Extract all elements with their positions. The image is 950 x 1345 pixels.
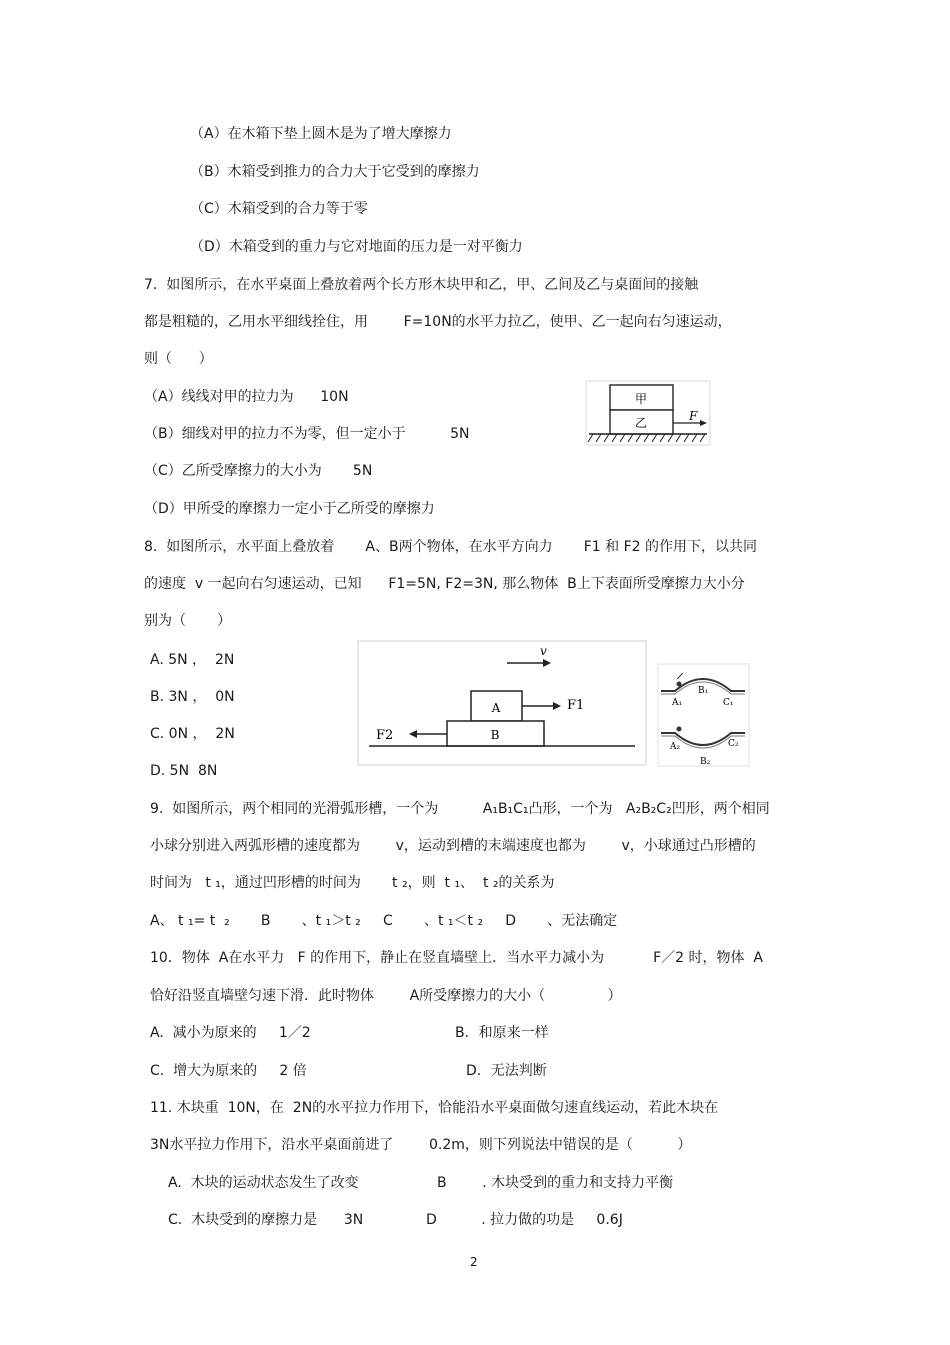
- q11-stem-line1: 11. 木块重 10N，在 2N的水平拉力作用下，恰能沿水平桌面做匀速直线运动，若此木块在: [150, 1100, 719, 1116]
- q7-stem-line2: 都是粗糙的，乙用水平细线拴住，用 F=10N的水平力拉乙，使甲、乙一起向右匀速运动，: [144, 314, 732, 330]
- q10-option-d: D．无法判断: [466, 1063, 547, 1079]
- q7-stem-line1: 7. 如图所示，在水平桌面上叠放着两个长方形木块甲和乙，甲、乙间及乙与桌面间的接触: [144, 277, 699, 293]
- q6-option-b: （B）木箱受到推力的合力大于它受到的摩擦力: [190, 164, 480, 180]
- q7-stem-line3: 则（ ）: [144, 351, 213, 367]
- q8-option-b: B. 3N ， 0N: [150, 689, 235, 705]
- q11-stem-line2: 3N水平拉力作用下，沿水平桌面前进了 0.2m，则下列说法中错误的是（ ）: [150, 1137, 692, 1153]
- q7-option-c: （C）乙所受摩擦力的大小为 5N: [144, 463, 373, 479]
- q8-stem-line2: 的速度 v 一起向右匀速运动，已知 F1=5N, F2=3N, 那么物体 B上下表面所受摩擦力大小分: [144, 576, 745, 592]
- q11-option-c: C. 木块受到的摩擦力是 3N: [168, 1212, 364, 1228]
- f2-label: F2: [376, 728, 394, 743]
- q11-option-d: D . 拉力做的功是 0.6J: [426, 1212, 623, 1228]
- q11-option-a: A. 木块的运动状态发生了改变: [168, 1175, 359, 1191]
- page-number: 2: [470, 1255, 478, 1269]
- q7-option-d: （D）甲所受的摩擦力一定小于乙所受的摩擦力: [144, 501, 435, 517]
- block-a-label: A: [491, 701, 501, 715]
- block-jia-label: 甲: [634, 392, 648, 406]
- q9-stem-line3: 时间为 t ₁，通过凹形槽的时间为 t ₂，则 t ₁、 t ₂的关系为: [150, 875, 555, 891]
- label-b1: B₁: [698, 686, 709, 696]
- q7-option-b: （B）细线对甲的拉力不为零，但一定小于 5N: [144, 426, 470, 442]
- q6-option-c: （C）木箱受到的合力等于零: [190, 201, 368, 217]
- q10-stem-line1: 10．物体 A在水平力 F 的作用下，静止在竖直墙壁上．当水平力减小为 F／2 时，物体 A: [150, 950, 763, 966]
- q9-grooves-figure: [657, 663, 750, 767]
- force-f-label: F: [689, 409, 698, 423]
- q8-option-a: A. 5N ， 2N: [150, 652, 235, 668]
- q10-option-b: B．和原来一样: [455, 1025, 549, 1041]
- q10-option-c: C. 增大为原来的 2 倍: [150, 1063, 307, 1079]
- q8-option-d: D. 5N 8N: [150, 763, 218, 779]
- ball-convex: [677, 682, 682, 687]
- label-c2: C₂: [728, 739, 739, 749]
- label-a2: A₂: [670, 742, 681, 752]
- f1-label: F1: [567, 698, 585, 713]
- q8-stem-line3: 别为（ ）: [144, 613, 232, 629]
- q9-options: A、 t ₁= t ₂ B 、t ₁＞t ₂ C 、t ₁＜t ₂ D 、无法确定: [150, 913, 618, 929]
- q8-blocks-figure: [357, 640, 647, 766]
- q11-option-b: B . 木块受到的重力和支持力平衡: [437, 1175, 674, 1191]
- q9-stem-line2: 小球分别进入两弧形槽的速度都为 v，运动到槽的末端速度也都为 v，小球通过凸形槽的: [150, 838, 756, 854]
- label-a1: A₁: [672, 698, 683, 708]
- q6-option-a: （A）在木箱下垫上圆木是为了增大摩擦力: [190, 126, 452, 142]
- block-b-label: B: [490, 728, 500, 742]
- q7-option-a: （A）线线对甲的拉力为 10N: [144, 389, 349, 405]
- label-b2: B₂: [700, 757, 711, 767]
- q7-blocks-figure: [585, 380, 711, 446]
- velocity-label: v: [540, 644, 547, 658]
- q8-option-c: C. 0N ， 2N: [150, 726, 235, 742]
- q9-stem-line1: 9. 如图所示，两个相同的光滑弧形槽，一个为 A₁B₁C₁凸形，一个为 A₂B₂C₂凹形，两个相同: [150, 801, 770, 817]
- q10-option-a: A. 减小为原来的 1／2: [150, 1025, 311, 1041]
- label-c1: C₁: [723, 698, 734, 708]
- q6-option-d: （D）木箱受到的重力与它对地面的压力是一对平衡力: [190, 239, 523, 255]
- q8-stem-line1: 8. 如图所示，水平面上叠放着 A、B两个物体，在水平方向力 F1 和 F2 的作用下，以共同: [144, 539, 758, 555]
- block-yi-label: 乙: [634, 416, 648, 430]
- q10-stem-line2: 恰好沿竖直墙壁匀速下滑．此时物体 A所受摩擦力的大小（ ）: [150, 988, 622, 1004]
- ball-concave: [677, 727, 682, 732]
